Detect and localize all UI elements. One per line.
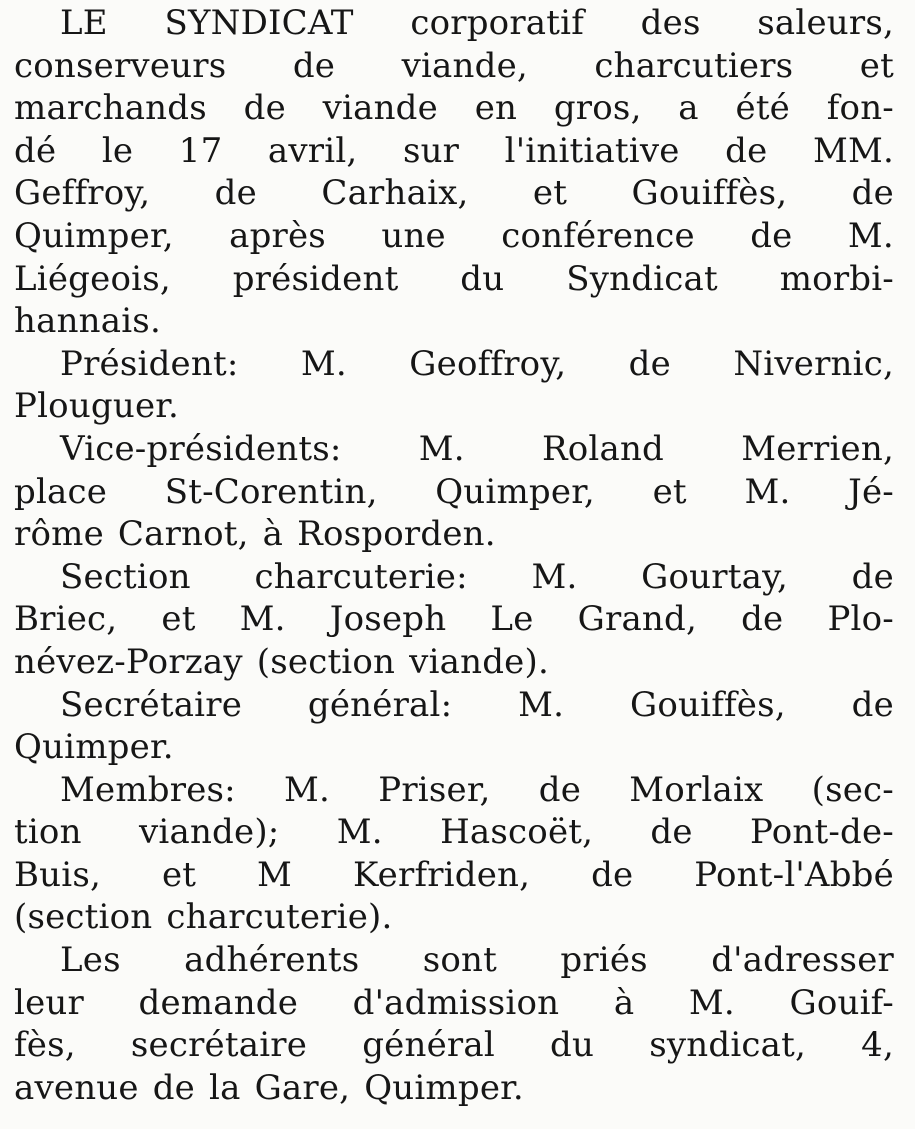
text-line: Les adhérents sont priés d'adresser [60,940,894,981]
text-line: place St-Corentin, Quimper, et M. Jé- [14,471,894,512]
section-charcuterie-paragraph [14,556,894,684]
adherents-paragraph [14,939,894,1109]
text-line: Buis, et M Kerfriden, de Pont-l'Abbé [14,854,894,895]
text-line: tion viande); M. Hascoët, de Pont-de- [14,812,894,853]
text-line: Liégeois, président du Syndicat morbi- [14,258,894,299]
text-line: Section charcuterie: M. Gourtay, de [60,556,894,597]
text-line: Membres: M. Priser, de Morlaix (sec- [60,769,894,810]
text-line: marchands de viande en gros, a été fon- [14,88,894,129]
president-paragraph [14,343,894,428]
text-line: rôme Carnot, à Rosporden. [14,514,496,555]
text-line: avenue de la Gare, Quimper. [14,1067,524,1108]
intro-paragraph [14,2,894,343]
text-line: LE SYNDICAT corporatif des saleurs, [60,3,894,43]
text-line: Président: M. Geoffroy, de Nivernic, [60,343,894,384]
text-line: Briec, et M. Joseph Le Grand, de Plo- [14,599,894,640]
text-line: Quimper, après une conférence de M. [14,215,894,256]
text-line: Quimper. [14,727,174,768]
text-line: Vice-présidents: M. Roland Merrien, [60,428,894,469]
text-line: fès, secrétaire général du syndicat, 4, [14,1025,894,1066]
text-line: Secrétaire général: M. Gouiffès, de [60,684,894,725]
text-line: névez-Porzay (section viande). [14,641,549,682]
membres-paragraph [14,769,894,939]
text-line: hannais. [14,301,161,342]
secretaire-general-paragraph [14,684,894,769]
text-line: leur demande d'admission à M. Gouif- [14,982,894,1023]
text-line: conserveurs de viande, charcutiers et [14,45,894,86]
article-column [14,2,894,1109]
text-line: Plouguer. [14,386,180,427]
text-line: dé le 17 avril, sur l'initiative de MM. [14,130,894,171]
text-line: (section charcuterie). [14,897,393,938]
vice-presidents-paragraph [14,428,894,556]
text-line: Geffroy, de Carhaix, et Gouiffès, de [14,173,894,214]
